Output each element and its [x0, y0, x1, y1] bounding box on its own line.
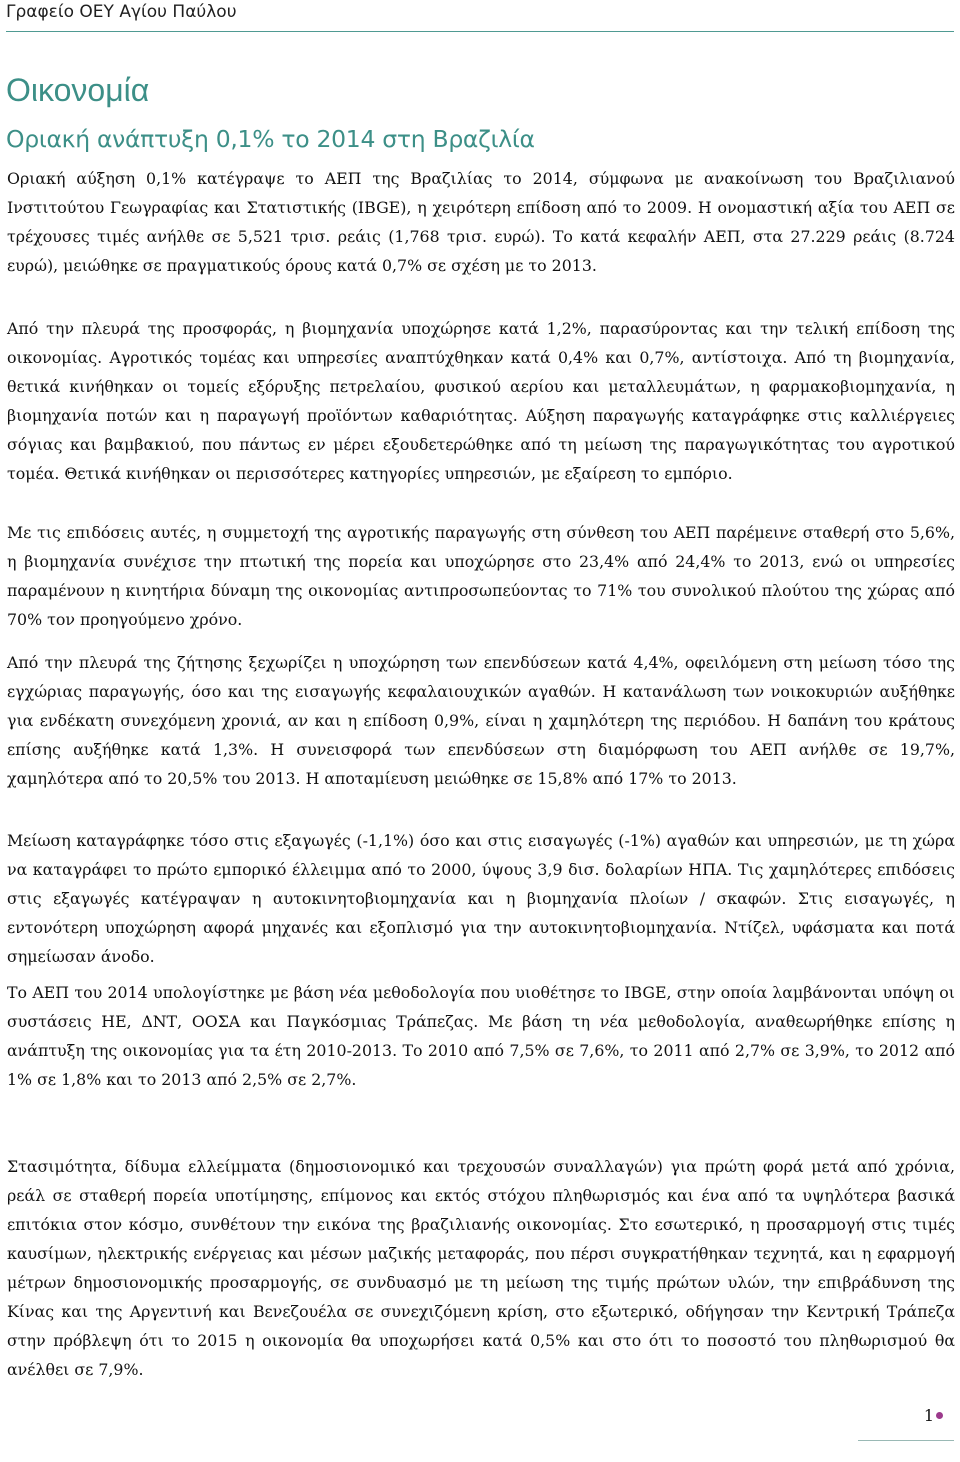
section-title: Οικονομία — [6, 72, 150, 108]
article-subtitle: Οριακή ανάπτυξη 0,1% το 2014 στη Βραζιλία — [6, 125, 535, 153]
footer-dot-icon — [936, 1412, 943, 1419]
header-title: Γραφείο ΟΕΥ Αγίου Παύλου — [6, 2, 237, 22]
header-divider — [6, 31, 954, 32]
paragraph-gdp-composition: Με τις επιδόσεις αυτές, η συμμετοχή της αγροτικής παραγωγής στη σύνθεση του ΑΕΠ παρέμεινε σταθερή στο 5,6%, η βιομηχανία συνέχισε την πτωτική της πορεία και υποχώρησε στο 23,4% από 24,4% το 2013, ενώ οι υπηρεσίες παραμένουν η κινητήρια δύναμη της οικονομίας αντιπροσωπεύοντας το 71% του συνολικού πλούτου της χώρας από 70% τον προηγούμενο χρόνο. — [7, 523, 955, 629]
page-number: 1 — [923, 1406, 934, 1425]
paragraph-outlook: Στασιμότητα, δίδυμα ελλείμματα (δημοσιονομικό και τρεχουσών συναλλαγών) για πρώτη φορά μετά από χρόνια, ρεάλ σε σταθερή πορεία υποτίμησης, επίμονος και εκτός στόχου πληθωρισμός και ένα από τα υψηλότερα βασικά επιτόκια στον κόσμο, συνθέτουν την εικόνα της βραζιλιανής οικονομίας. Στο εσωτερικό, η προσαρμογή στις τιμές καυσίμων, ηλεκτρικής ενέργειας και μέσων μαζικής μεταφοράς, που πέρσι συγκρατήθηκαν τεχνητά, και η εφαρμογή μέτρων δημοσιονομικής προσαρμογής, σε συνδυασμό με τη μείωση της τιμής πρώτων υλών, την επιβράδυνση της Κίνας και της Αργεντινή και Βενεζουέλα σε συνεχιζόμενη κρίση, στο εξωτερικό, οδήγησαν την Κεντρική Τράπεζα στην πρόβλεψη ότι το 2015 η οικονομία θα υποχωρήσει κατά 0,5% και στο ότι το ποσοστό του πληθωρισμού θα ανέλθει σε 7,9%. — [7, 1157, 955, 1379]
paragraph-demand-side: Από την πλευρά της ζήτησης ξεχωρίζει η υποχώρηση των επενδύσεων κατά 4,4%, οφειλόμενη στη μείωση τόσο της εγχώριας παραγωγής, όσο και της εισαγωγής κεφαλαιουχικών αγαθών. Η κατανάλωση των νοικοκυριών αυξήθηκε για ενδέκατη συνεχόμενη χρονιά, αν και η επίδοση 0,9%, είναι η χαμηλότερη της περιόδου. Η δαπάνη του κράτους επίσης αυξήθηκε κατά 1,3%. Η συνεισφορά των επενδύσεων στη διαμόρφωση του ΑΕΠ ανήλθε σε 19,7%, χαμηλότερα από το 20,5% του 2013. Η αποταμίευση μειώθηκε σε 15,8% από 17% το 2013. — [7, 653, 955, 788]
paragraph-supply-side: Από την πλευρά της προσφοράς, η βιομηχανία υποχώρησε κατά 1,2%, παρασύροντας και την τελική επίδοση της οικονομίας. Αγροτικός τομέας και υπηρεσίες αναπτύχθηκαν κατά 0,4% και 0,7%, αντίστοιχα. Από τη βιομηχανία, θετικά κινήθηκαν οι τομείς εξόρυξης πετρελαίου, φυσικού αερίου και μεταλλευμάτων, η φαρμακοβιομηχανία, η βιομηχανία ποτών και η παραγωγή προϊόντων καθαριότητας. Αύξηση παραγωγής καταγράφηκε στις καλλιέργειες σόγιας και βαμβακιού, που πάντως εν μέρει εξουδετερώθηκε από τη μείωση της παραγωγικότητας του αγροτικού τομέα. Θετικά κινήθηκαν οι περισσότερες κατηγορίες υπηρεσιών, με εξαίρεση το εμπόριο. — [7, 319, 955, 483]
paragraph-trade: Μείωση καταγράφηκε τόσο στις εξαγωγές (-1,1%) όσο και στις εισαγωγές (-1%) αγαθών και υπηρεσιών, με τη χώρα να καταγράφει το πρώτο εμπορικό έλλειμμα από το 2000, ύψους 3,9 δισ. δολαρίων ΗΠΑ. Τις χαμηλότερες επιδόσεις στις εξαγωγές κατέγραψαν η αυτοκινητοβιομηχανία και η βιομηχανία πλοίων / σκαφών. Στις εισαγωγές, η εντονότερη υποχώρηση αφορά μηχανές και εξοπλισμό για την αυτοκινητοβιομηχανία. Ντίζελ, υφάσματα και ποτά σημείωσαν άνοδο. — [7, 831, 955, 966]
paragraph-gdp-overview: Οριακή αύξηση 0,1% κατέγραψε το ΑΕΠ της Βραζιλίας το 2014, σύμφωνα με ανακοίνωση του Βραζιλιανού Ινστιτούτου Γεωγραφίας και Στατιστικής (IBGE), η χειρότερη επίδοση από το 2009. Η ονομαστική αξία του ΑΕΠ σε τρέχουσες τιμές ανήλθε σε 5,521 τρισ. ρεάις (1,768 τρισ. ευρώ). Το κατά κεφαλήν ΑΕΠ, στα 27.229 ρεάις (8.724 ευρώ), μειώθηκε σε πραγματικούς όρους κατά 0,7% σε σχέση με το 2013. — [7, 169, 955, 275]
footer-divider — [858, 1440, 954, 1441]
paragraph-methodology: Το ΑΕΠ του 2014 υπολογίστηκε με βάση νέα μεθοδολογία που υιοθέτησε το IBGE, στην οποία λαμβάνονται υπόψη οι συστάσεις ΗΕ, ΔΝΤ, ΟΟΣΑ και Παγκόσμιας Τράπεζας. Με βάση τη νέα μεθοδολογία, αναθεωρήθηκε επίσης η ανάπτυξη της οικονομίας για τα έτη 2010-2013. Το 2010 από 7,5% σε 7,6%, το 2011 από 2,7% σε 3,9%, το 2012 από 1% σε 1,8% και το 2013 από 2,5% σε 2,7%. — [7, 983, 955, 1089]
